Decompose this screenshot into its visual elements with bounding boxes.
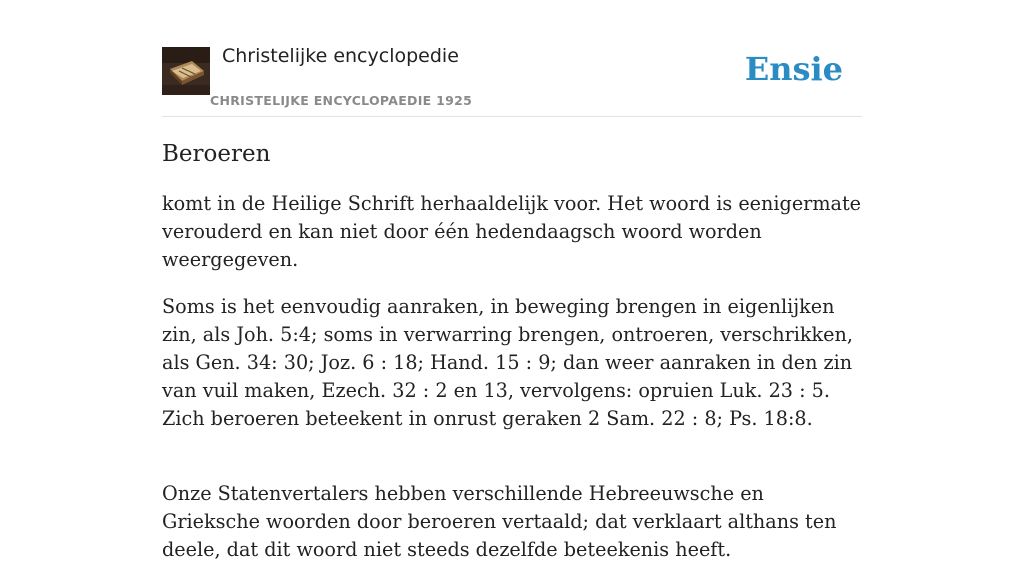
book-thumbnail-icon [162,47,210,95]
paragraph-gap [162,452,862,480]
source-title[interactable]: Christelijke encyclopedie [222,45,459,67]
source-subtitle[interactable]: CHRISTELIJKE ENCYCLOPAEDIE 1925 [210,93,473,108]
article-paragraph: Onze Statenvertalers hebben verschillende Hebreeuwsche en Grieksche woorden door beroeren vertaald; dat verklaart althans ten deele, dat dit woord niet steeds dezelfde beteekenis heeft. [162,482,837,561]
brand-logo[interactable]: Ensie [744,50,843,88]
article-paragraph: Soms is het eenvoudig aanraken, in beweging brengen in eigenlijken zin, als Joh. 5:4; soms in verwarring brengen, ontroeren, verschrikken, als Gen. 34: 30; Joz. 6 : 18; Hand. 15 : 9; dan weer aanraken in den zin van vuil maken, Ezech. 32 : 2 en 13, vervolgens: opruien Luk. 23 : 5. Zich beroeren beteekent in onrust geraken 2 Sam. 22 : 8; Ps. 18:8. [162,295,853,430]
source-avatar[interactable] [162,47,210,95]
header [162,0,862,117]
article-paragraph: komt in de Heilige Schrift herhaaldelijk voor. Het woord is eenigermate verouderd en kan niet door één hedendaagsch woord worden weergegeven. [162,192,862,271]
article [162,138,862,583]
article-title: Beroeren [162,141,271,167]
